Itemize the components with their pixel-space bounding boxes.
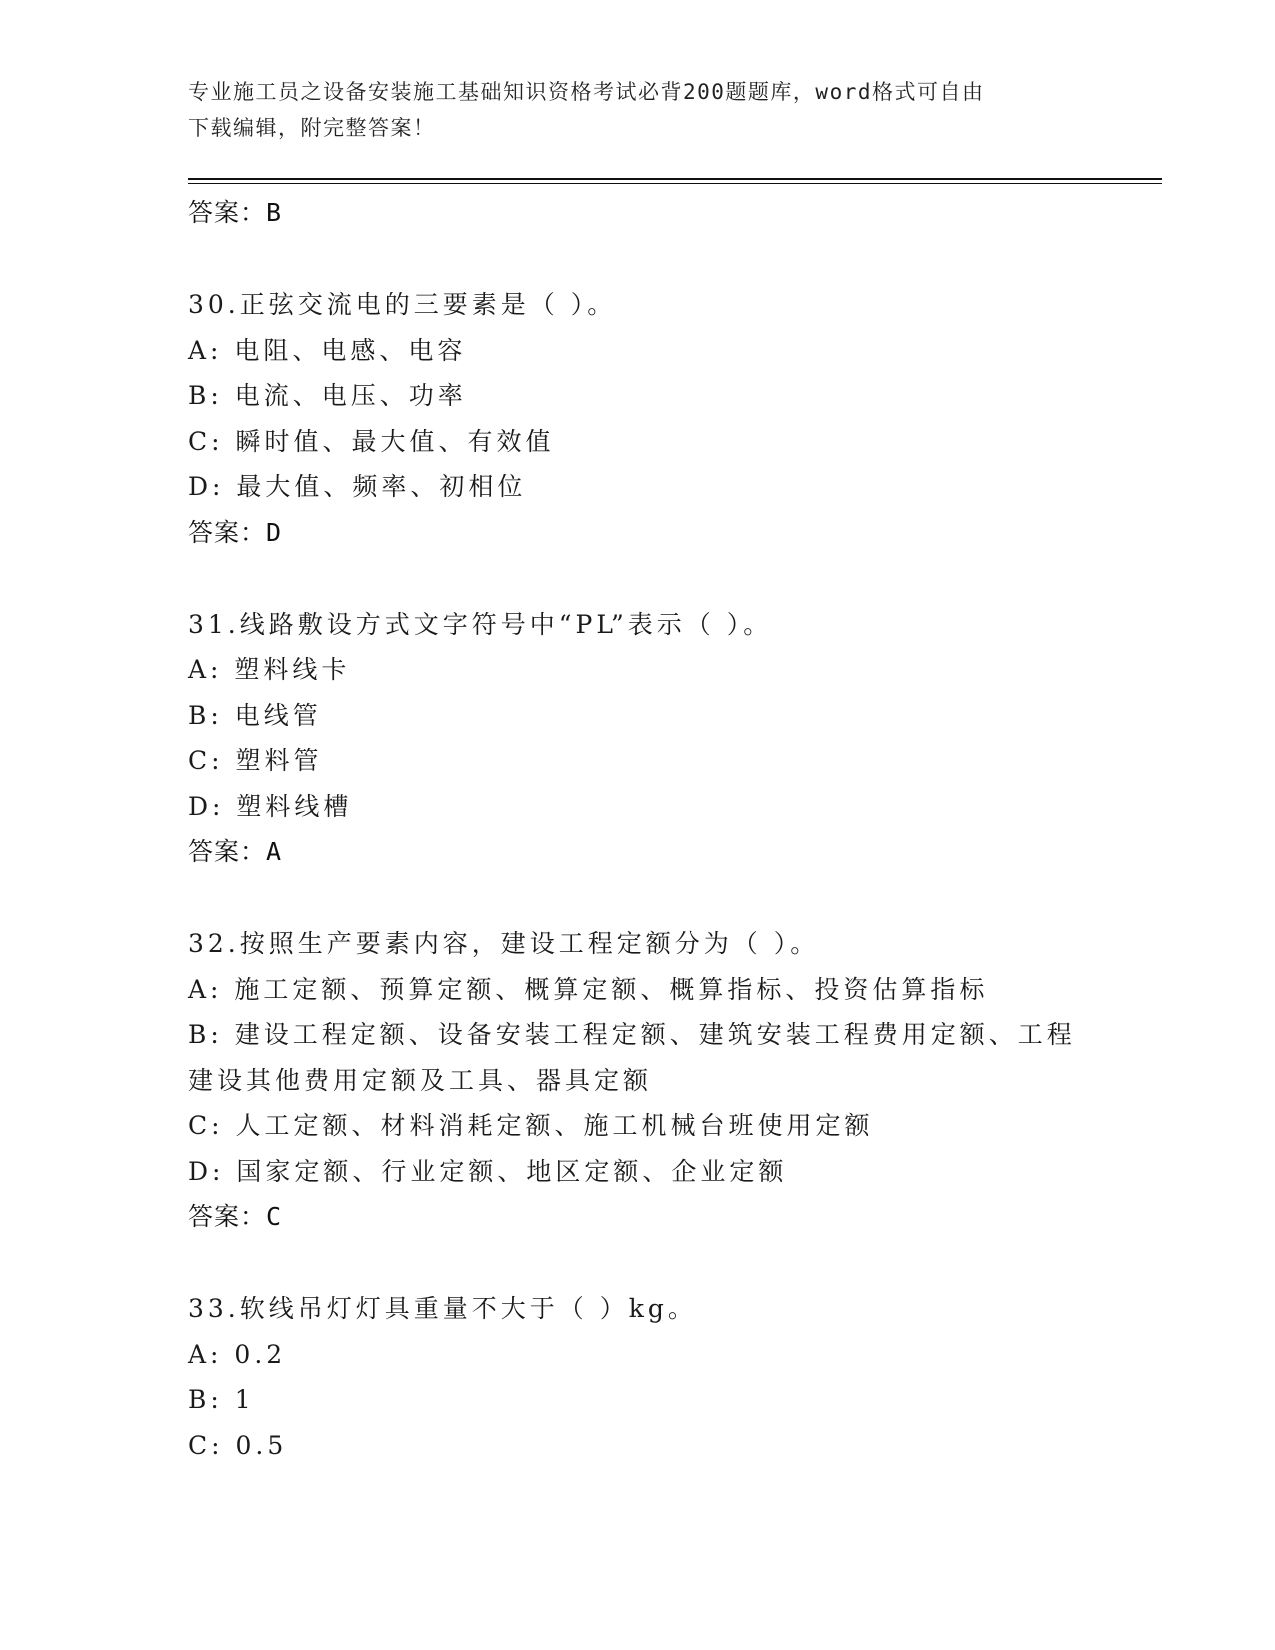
- header-line-1: 专业施工员之设备安装施工基础知识资格考试必背200题题库，word格式可自由: [188, 80, 985, 104]
- option-b-continued: 建设其他费用定额及工具、器具定额: [188, 1065, 653, 1095]
- question-31: [188, 602, 1118, 876]
- header-line-2: 下载编辑，附完整答案！: [188, 116, 436, 140]
- header-rule-thick: [188, 178, 1162, 180]
- option-a: A: 塑料线卡: [188, 655, 351, 684]
- question-32: [188, 921, 1118, 1240]
- answer: 答案：A: [188, 837, 283, 866]
- question-stem: 31.线路敷设方式文字符号中“PL”表示（ ）。: [188, 609, 773, 639]
- option-c: C: 塑料管: [188, 746, 323, 775]
- option-a: A: 0.2: [188, 1339, 287, 1369]
- option-b: B: 电线管: [188, 700, 322, 730]
- answer: 答案：C: [188, 1202, 283, 1231]
- option-d: D: 最大值、频率、初相位: [188, 472, 527, 501]
- option-c: C: 瞬时值、最大值、有效值: [188, 426, 555, 456]
- question-stem: 32.按照生产要素内容，建设工程定额分为（ ）。: [188, 929, 820, 958]
- document-header: [188, 74, 1088, 146]
- option-b: B: 电流、电压、功率: [188, 381, 467, 410]
- question-list: [188, 190, 1118, 1468]
- option-c: C: 人工定额、材料消耗定额、施工机械台班使用定额: [188, 1111, 874, 1140]
- option-b: B: 建设工程定额、设备安装工程定额、建筑安装工程费用定额、工程: [188, 1020, 1076, 1049]
- header-rule-thin: [188, 183, 1162, 184]
- question-33: [188, 1286, 1118, 1468]
- option-b: B: 1: [188, 1385, 255, 1414]
- answer: 答案：D: [188, 517, 283, 547]
- answer-prev: 答案：B: [188, 198, 283, 227]
- question-30: [188, 282, 1118, 556]
- question-stem: 30.正弦交流电的三要素是（ ）。: [188, 290, 617, 319]
- option-a: A: 施工定额、预算定额、概算定额、概算指标、投资估算指标: [188, 974, 989, 1004]
- question-stem: 33.软线吊灯灯具重量不大于（ ）kg。: [188, 1294, 697, 1323]
- option-c: C: 0.5: [188, 1430, 288, 1460]
- option-d: D: 塑料线槽: [188, 791, 353, 821]
- option-a: A: 电阻、电感、电容: [188, 335, 467, 365]
- option-d: D: 国家定额、行业定额、地区定额、企业定额: [188, 1156, 788, 1186]
